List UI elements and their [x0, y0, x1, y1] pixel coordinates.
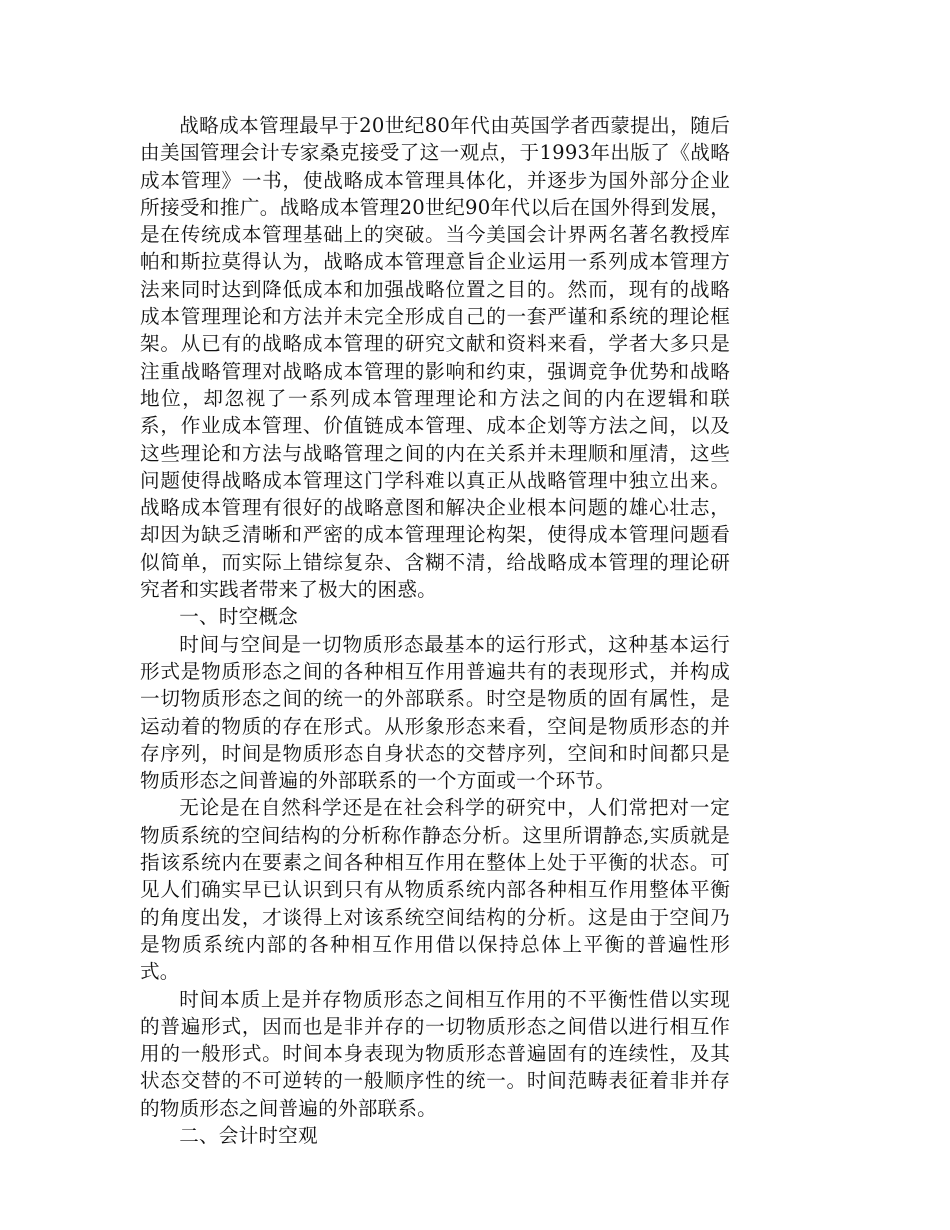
paragraph-time-essence: 时间本质上是并存物质形态之间相互作用的不平衡性借以实现的普遍形式，因而也是非并存的一切物质形态之间借以进行相互作用的一般形式。时间本身表现为物质形态普遍固有的连续性，及其状态交替的不可逆转的一般顺序性的统一。时间范畴表征着非并存的物质形态之间普遍的外部联系。 — [140, 987, 730, 1120]
paragraph-time-and-space: 时间与空间是一切物质形态最基本的运行形式，这种基本运行形式是物质形态之间的各种相互作用普遍共有的表现形式，并构成一切物质形态之间的统一的外部联系。时空是物质的固有属性，是运动着的物质的存在形式。从形象形态来看，空间是物质形态的并存序列，时间是物质形态自身状态的交替序列，空间和时间都只是物质形态之间普遍的外部联系的一个方面或一个环节。 — [140, 632, 730, 793]
section-heading-accounting-spacetime: 二、会计时空观 — [179, 1123, 318, 1147]
paragraph-strategic-cost-management: 战略成本管理最早于20世纪80年代由英国学者西蒙提出，随后由美国管理会计专家桑克接受了这一观点，于1993年出版了《战略成本管理》一书，使战略成本管理具体化，并逐步为国外部分企业所接受和推广。战略成本管理20世纪90年代以后在国外得到发展，是在传统成本管理基础上的突破。当今美国会计界两名著名教授库帕和斯拉莫得认为，战略成本管理意旨企业运用一系列成本管理方法来同时达到降低成本和加强战略位置之目的。然而，现有的战略成本管理理论和方法并未完全形成自己的一套严谨和系统的理论框架。从已有的战略成本管理的研究文献和资料来看，学者大多只是注重战略管理对战略成本管理的影响和约束，强调竞争优势和战略地位，却忽视了一系列成本管理理论和方法之间的内在逻辑和联系，作业成本管理、价值链成本管理、成本企划等方法之间，以及这些理论和方法与战略管理之间的内在关系并未理顺和厘清，这些问题使得战略成本管理这门学科难以真正从战略管理中独立出来。战略成本管理有很好的战略意图和解决企业根本问题的雄心壮志，却因为缺乏清晰和严密的成本管理理论构架，使得成本管理问题看似简单，而实际上错综复杂、含糊不清，给战略成本管理的理论研究者和实践者带来了极大的困惑。 — [140, 114, 730, 602]
paragraph-static-analysis: 无论是在自然科学还是在社会科学的研究中，人们常把对一定物质系统的空间结构的分析称作静态分析。这里所谓静态,实质就是指该系统内在要素之间各种相互作用在整体上处于平衡的状态。可见人们确实早已认识到只有从物质系统内部各种相互作用整体平衡的角度出发，才谈得上对该系统空间结构的分析。这是由于空间乃是物质系统内部的各种相互作用借以保持总体上平衡的普遍性形式。 — [140, 796, 730, 984]
section-heading-spacetime-concept: 一、时空概念 — [179, 605, 298, 629]
document-body — [140, 112, 730, 1149]
